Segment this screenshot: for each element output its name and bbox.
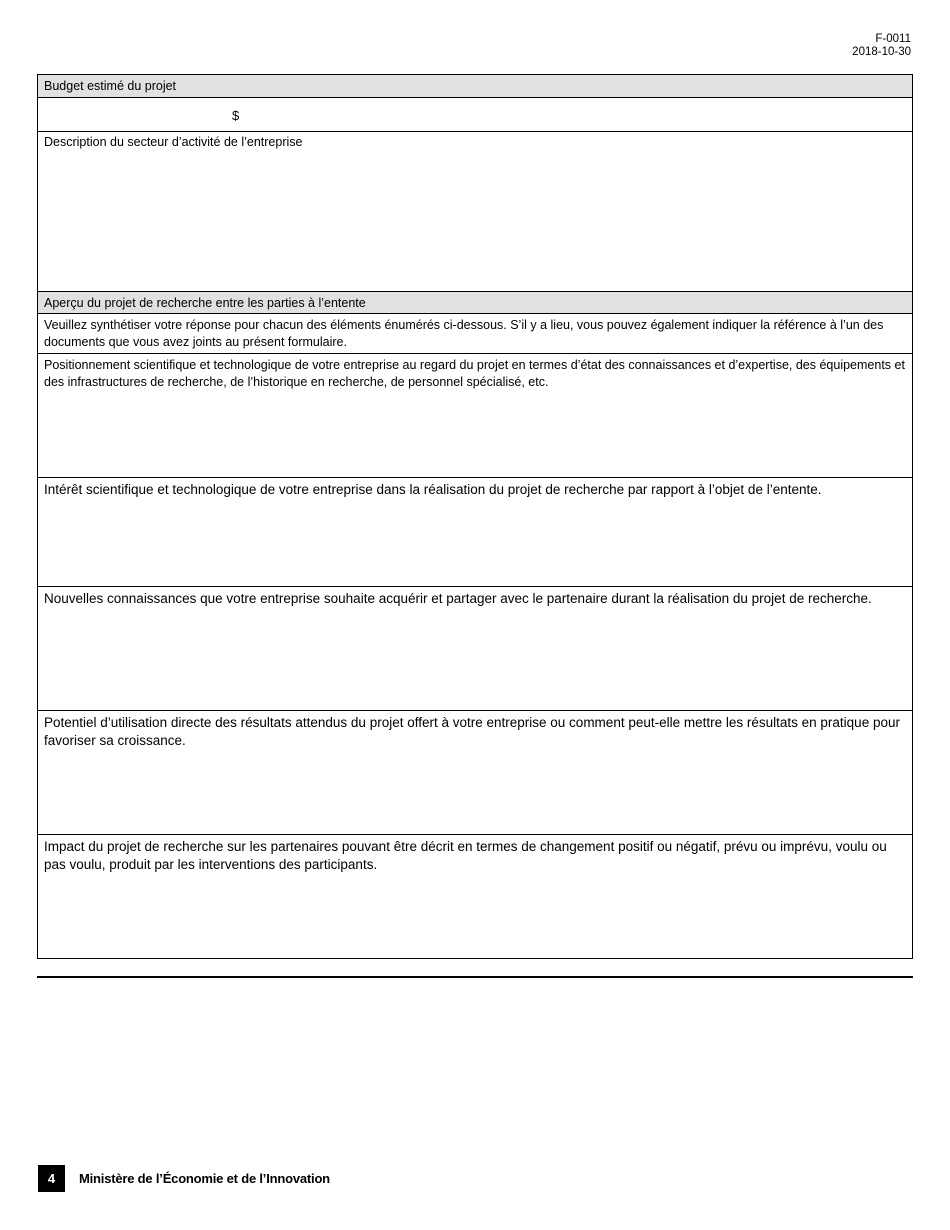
form-date: 2018-10-30 [852, 46, 911, 58]
question-label: Positionnement scientifique et technologique de votre entreprise au regard du projet en termes d’état des connaissances et d’expertise, des équipements et des infrastructures de recherche, de l’historique en recherche, de personnel spécialisé, etc. [44, 358, 905, 389]
question-label: Nouvelles connaissances que votre entreprise souhaite acquérir et partager avec le partenaire durant la réalisation du projet de recherche. [44, 591, 872, 606]
question-positioning [38, 353, 912, 477]
question-knowledge [38, 586, 912, 710]
budget-input[interactable] [44, 104, 228, 128]
question-label: Impact du projet de recherche sur les partenaires pouvant être décrit en termes de changement positif ou négatif, prévu ou imprévu, voulu ou pas voulu, produit par les interventions des participants. [44, 839, 887, 872]
budget-row [38, 97, 912, 131]
currency-symbol: $ [232, 108, 240, 123]
question-label: Potentiel d’utilisation directe des résultats attendus du projet offert à votre entreprise ou comment peut-elle mettre les résultats en pratique pour favoriser sa croissance. [44, 715, 900, 748]
question-label: Intérêt scientifique et technologique de votre entreprise dans la réalisation du projet de recherche par rapport à l’objet de l’entente. [44, 482, 822, 497]
overview-instructions: Veuillez synthétiser votre réponse pour chacun des éléments énumérés ci-dessous. S’il y a lieu, vous pouvez également indiquer la référence à l’un des documents que vous avez joints au présent formulaire. [38, 313, 912, 353]
page-number: 4 [38, 1165, 65, 1192]
budget-header: Budget estimé du projet [38, 75, 912, 97]
project-form [37, 74, 913, 959]
sector-label: Description du secteur d’activité de l’entreprise [44, 135, 303, 149]
form-number: F-0011 [875, 33, 911, 45]
answer-field[interactable] [44, 499, 906, 579]
answer-field[interactable] [44, 874, 906, 954]
sector-section [38, 131, 912, 291]
question-impact [38, 834, 912, 958]
footer-divider [37, 976, 913, 978]
answer-field[interactable] [44, 750, 906, 830]
question-utilization [38, 710, 912, 834]
answer-field[interactable] [44, 608, 906, 688]
overview-header: Aperçu du projet de recherche entre les parties à l’entente [38, 291, 912, 313]
question-interest [38, 477, 912, 586]
form-code [852, 33, 911, 59]
sector-field[interactable] [44, 151, 906, 281]
ministry-name: Ministère de l’Économie et de l’Innovation [79, 1171, 330, 1186]
answer-field[interactable] [44, 391, 906, 471]
